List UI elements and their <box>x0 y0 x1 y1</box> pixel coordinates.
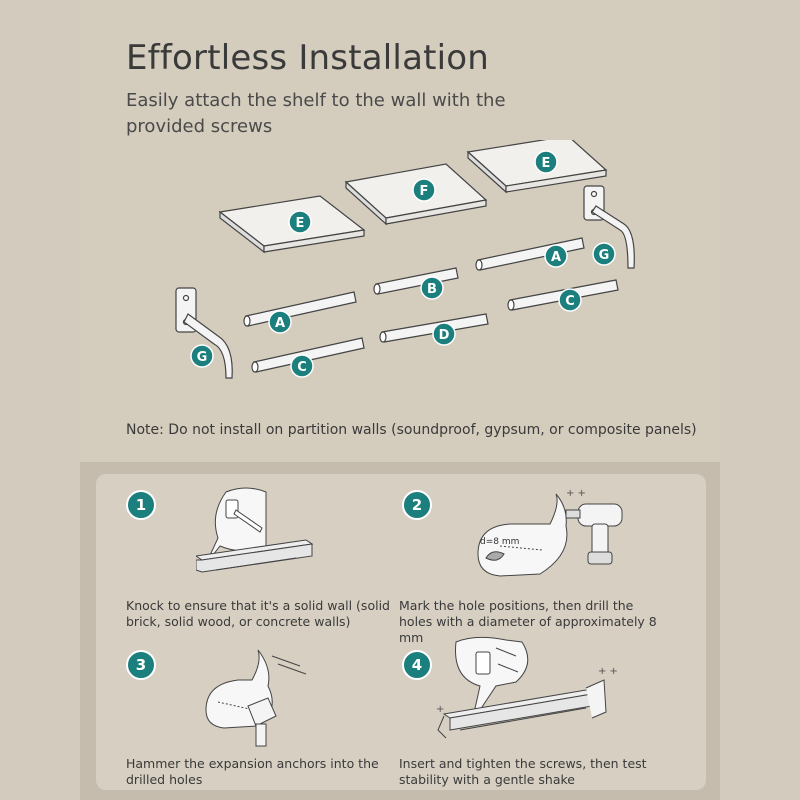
bracket-right <box>586 680 606 718</box>
rod-top-right <box>476 238 584 270</box>
hammer-handle <box>256 724 266 746</box>
label-rod-middle-right: C <box>565 294 575 309</box>
badge-bracket-right <box>593 243 615 265</box>
badge-bracket-left <box>191 345 213 367</box>
spark-icon-left: + <box>436 704 445 715</box>
parts-diagram <box>150 140 650 390</box>
label-rod-left-upper: A <box>274 316 286 331</box>
step-1-text: Knock to ensure that it's a solid wall (solid brick, solid wood, or concrete walls) <box>126 598 390 629</box>
step-1-illustration <box>196 484 376 584</box>
badge-rod-middle-lower <box>433 323 455 345</box>
rod-left-upper <box>244 292 356 326</box>
bracket-plate <box>476 652 490 674</box>
step-3-text: Hammer the expansion anchors into the drilled holes <box>126 756 379 787</box>
badge-rod-top-right <box>545 245 567 267</box>
page-title: Effortless Installation <box>126 38 490 78</box>
step-4-badge: 4 <box>402 650 432 680</box>
badge-shelf-middle <box>413 179 435 201</box>
drill-icon <box>566 504 622 564</box>
label-rod-middle-lower: D <box>438 328 450 343</box>
badge-rod-top-middle <box>421 277 443 299</box>
label-shelf-right: E <box>541 156 551 171</box>
spark-icon-right: + + <box>598 666 618 677</box>
badge-shelf-right <box>535 151 557 173</box>
badge-rod-middle-right <box>559 289 581 311</box>
anchor-2 <box>278 664 306 674</box>
step-3-badge: 3 <box>126 650 156 680</box>
step-4-illustration <box>436 634 716 754</box>
step-2-illustration <box>470 484 640 594</box>
zoom-bubble <box>478 494 567 576</box>
step-4-text: Insert and tighten the screws, then test stability with a gentle shake <box>399 756 647 787</box>
page-margin-right <box>720 0 800 800</box>
label-rod-top-right: A <box>550 250 562 265</box>
label-bracket-right: G <box>598 248 610 263</box>
step-3-illustration <box>196 640 326 750</box>
page-subtitle: Easily attach the shelf to the wall with the provided screws <box>126 90 506 137</box>
step-2-badge: 2 <box>402 490 432 520</box>
step-1-badge: 1 <box>126 490 156 520</box>
badge-rod-left-lower <box>291 355 313 377</box>
badge-rod-left-upper <box>269 311 291 333</box>
label-shelf-left: E <box>295 216 305 231</box>
badge-shelf-left <box>289 211 311 233</box>
step-2-text: Mark the hole positions, then drill the holes with a diameter of approximately 8 mm <box>399 598 657 645</box>
anchor-1 <box>272 656 300 666</box>
bracket-left <box>438 716 446 738</box>
label-rod-top-middle: B <box>427 282 437 297</box>
diameter-label: d=8 mm <box>480 537 520 547</box>
label-shelf-middle: F <box>419 184 429 199</box>
installation-note: Note: Do not install on partition walls (soundproof, gypsum, or composite panels) <box>126 422 697 438</box>
rod-top-middle <box>374 268 458 294</box>
spark-icon: + + <box>566 488 586 499</box>
label-rod-left-lower: C <box>297 360 307 375</box>
page-margin-left <box>0 0 80 800</box>
label-bracket-left: G <box>196 350 208 365</box>
